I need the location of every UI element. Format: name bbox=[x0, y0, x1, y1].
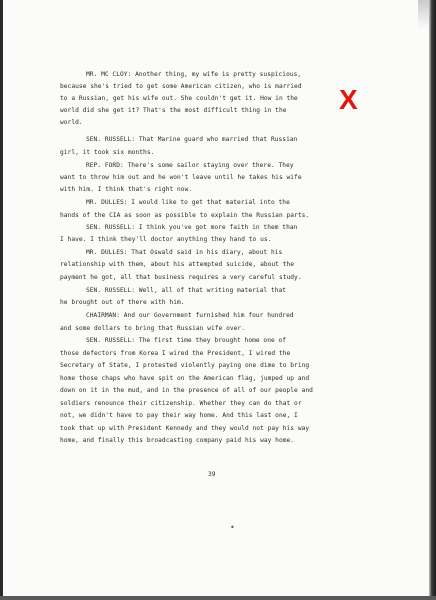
transcript-line: SEN. RUSSELL: The first time they brought home one of bbox=[86, 337, 287, 344]
transcript-line: hands of the CIA as soon as possible to explain the Russian parts. bbox=[60, 212, 310, 219]
transcript-line: MR. DULLES: I would like to get that material into the bbox=[86, 199, 290, 206]
transcript-line: with him. I think that's right now. bbox=[60, 186, 193, 193]
transcript-line: SEN. RUSSELL: That Marine guard who married that Russian bbox=[86, 136, 298, 143]
transcript-line: took that up with President Kennedy and they would not pay his way bbox=[60, 425, 310, 432]
transcript-line: home, and finally this broadcasting company paid his way home. bbox=[60, 437, 295, 444]
transcript-line: relationship with them, about his attempted suicide, about the bbox=[60, 261, 295, 268]
page-number: 39 bbox=[208, 471, 216, 478]
transcript-line: soldiers renounce their citizenship. Whether they can do that or bbox=[60, 400, 302, 407]
transcript-line: girl, it took six months. bbox=[60, 149, 155, 156]
transcript-line: world did she get it? That's the most difficult thing in the bbox=[60, 107, 287, 114]
scan-edge-bottom bbox=[0, 596, 436, 600]
transcript-line: down on it in the mud, and in the presence of all of our people and bbox=[60, 387, 313, 394]
transcript-line: he brought out of there with him. bbox=[60, 299, 185, 306]
transcript-line: CHAIRMAN: And our Government furnished him four hundred bbox=[86, 312, 294, 319]
transcript-line: want to throw him out and he won't leave until he takes his wife bbox=[60, 174, 302, 181]
transcript-line: SEN. RUSSELL: Well, all of that writing material that bbox=[86, 287, 287, 294]
transcript-line: because she's tried to get some American citizen, who is married bbox=[60, 83, 302, 90]
transcript-line: MR. MC CLOY: Another thing, my wife is pretty suspicious, bbox=[86, 71, 302, 78]
transcript-line: SEN. RUSSELL: I think you've got more faith in them than bbox=[86, 224, 298, 231]
transcript-line: not, we didn't have to pay their way home. And this last one, I bbox=[60, 412, 298, 419]
transcript-line: those defectors from Korea I wired the President, I wired the bbox=[60, 350, 291, 357]
scan-artifact-mark: • bbox=[230, 523, 235, 532]
transcript-line: and some dollars to bring that Russian wife over. bbox=[60, 325, 245, 332]
transcript-line: Secretary of State, I protested violently paying one dime to bring bbox=[60, 362, 310, 369]
transcript-line: MR. DULLES: That Oswald said in his diary, about his bbox=[86, 249, 283, 256]
scan-edge-left bbox=[0, 0, 3, 600]
transcript-line: home those chaps who have spit on the American flag, jumped up and bbox=[60, 375, 310, 382]
transcript-line: payment he got, all that business requires a very careful study. bbox=[60, 274, 302, 281]
scan-edge-top-right bbox=[418, 0, 429, 30]
transcript-line: REP. FORD: There's some sailor staying over there. They bbox=[86, 162, 294, 169]
transcript-line: world. bbox=[60, 119, 83, 126]
red-x-annotation: X bbox=[339, 84, 358, 115]
transcript-line: to a Russian, get his wife out. She couldn't get it. How in the bbox=[60, 95, 298, 102]
transcript-line: I have. I think they'll doctor anything they hand to us. bbox=[60, 236, 272, 243]
scan-edge-right bbox=[429, 0, 436, 600]
